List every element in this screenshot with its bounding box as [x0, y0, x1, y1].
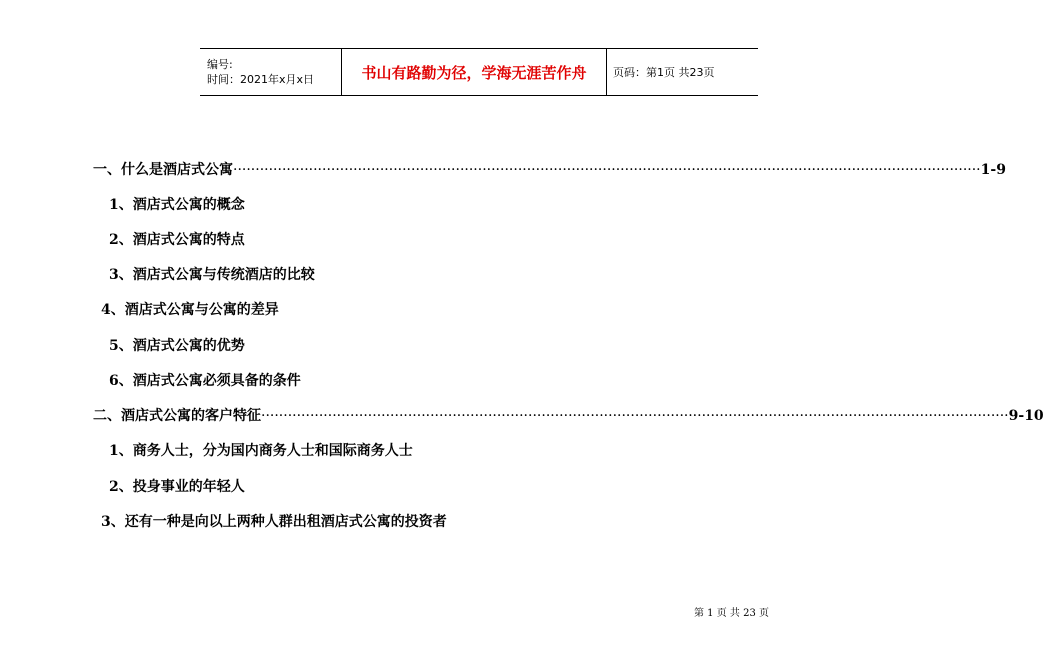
toc-section-1	[93, 161, 1006, 179]
toc-leader-dots: ········································································································································································	[261, 408, 1009, 424]
toc-item: 6、酒店式公寓必须具备的条件	[109, 373, 301, 389]
toc-item: 3、酒店式公寓与传统酒店的比较	[109, 267, 315, 283]
toc-item: 5、酒店式公寓的优势	[109, 338, 245, 354]
document-number-label: 编号:	[207, 58, 233, 71]
toc-leader-dots: ········································································································································································	[233, 162, 981, 178]
toc-item: 3、还有一种是向以上两种人群出租酒店式公寓的投资者	[101, 514, 447, 530]
header-motto: 书山有路勤为径，学海无涯苦作舟	[342, 49, 607, 95]
page-footer: 第 1 页 共 23 页	[694, 608, 769, 619]
toc-section-2	[93, 407, 1044, 425]
toc-section-page: 1-9	[980, 162, 1006, 178]
toc-item: 1、酒店式公寓的概念	[109, 197, 245, 213]
toc-section-label: 一、什么是酒店式公寓	[93, 162, 233, 178]
toc-section-label: 二、酒店式公寓的客户特征	[93, 408, 261, 424]
toc-item: 2、酒店式公寓的特点	[109, 232, 245, 248]
header-page-info: 页码：第1页 共23页	[613, 66, 715, 79]
toc-item: 2、投身事业的年轻人	[109, 479, 245, 495]
toc-section-page: 9-10	[1008, 408, 1044, 424]
toc-item: 4、酒店式公寓与公寓的差异	[101, 302, 279, 318]
document-time-label: 时间：2021年x月x日	[207, 73, 315, 86]
toc-item: 1、商务人士，分为国内商务人士和国际商务人士	[109, 443, 413, 459]
